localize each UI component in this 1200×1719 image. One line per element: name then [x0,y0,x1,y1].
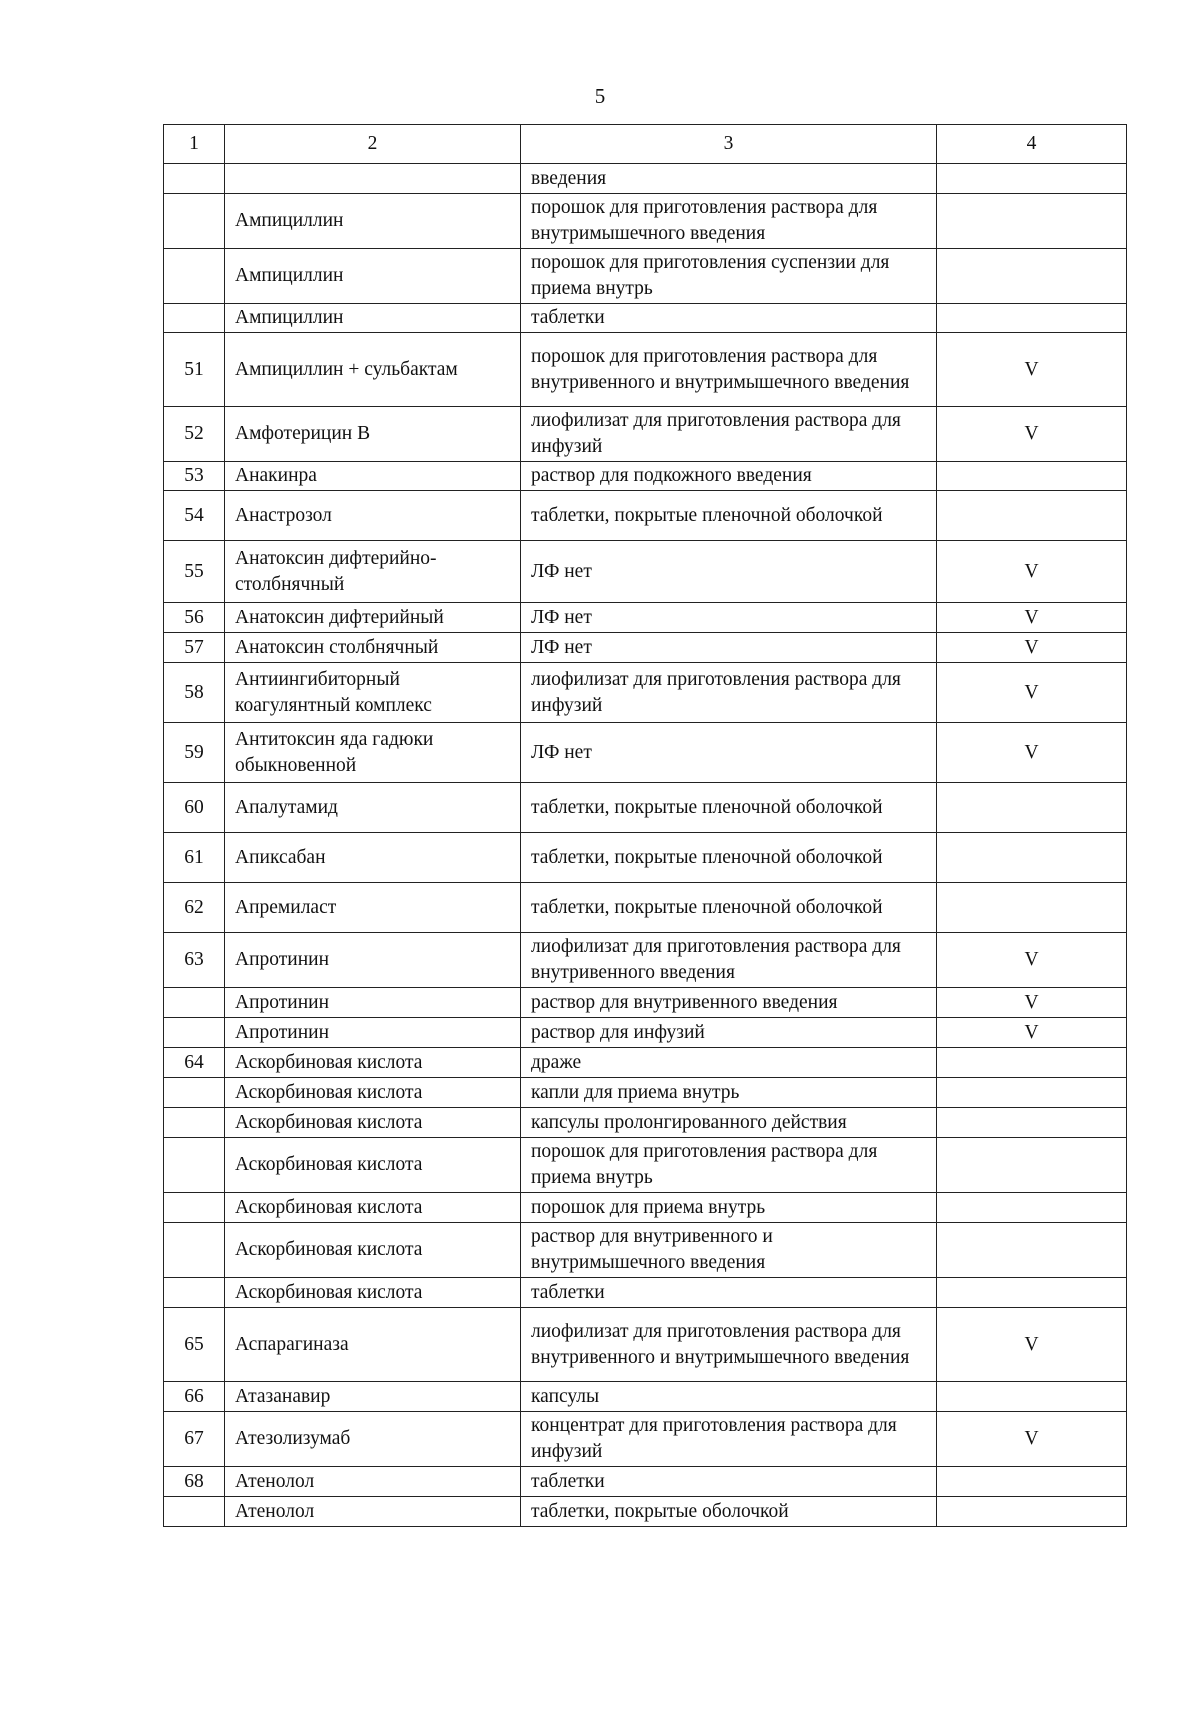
table-row [164,1048,1127,1078]
dosage-form-cell: таблетки, покрытые пленочной оболочкой [521,833,937,883]
table-row [164,491,1127,541]
table-row [164,833,1127,883]
row-number-cell: 52 [164,407,225,462]
dosage-form-cell: таблетки [521,304,937,333]
row-number-cell [164,304,225,333]
mark-cell [937,1078,1127,1108]
row-number-cell: 64 [164,1048,225,1078]
mark-cell: V [937,633,1127,663]
drug-name-cell: Ампициллин [225,249,521,304]
dosage-form-cell: капли для приема внутрь [521,1078,937,1108]
table-row [164,1193,1127,1223]
row-number-cell [164,164,225,194]
drug-name-cell: Апалутамид [225,783,521,833]
drug-name-cell: Апротинин [225,988,521,1018]
row-number-cell: 51 [164,333,225,407]
row-number-cell [164,1278,225,1308]
row-number-cell [164,1193,225,1223]
dosage-form-cell: порошок для приготовления раствора для приема внутрь [521,1138,937,1193]
mark-cell [937,1278,1127,1308]
mark-cell: V [937,1412,1127,1467]
drug-name-cell: Анакинра [225,462,521,491]
dosage-form-cell: порошок для приготовления суспензии для приема внутрь [521,249,937,304]
table-row [164,1382,1127,1412]
dosage-form-cell: раствор для инфузий [521,1018,937,1048]
drug-name-cell: Апротинин [225,933,521,988]
drug-name-cell: Аскорбиновая кислота [225,1048,521,1078]
mark-cell: V [937,663,1127,723]
table-row [164,1497,1127,1527]
table-row [164,988,1127,1018]
dosage-form-cell: таблетки [521,1467,937,1497]
mark-cell [937,883,1127,933]
row-number-cell [164,1108,225,1138]
drug-name-cell: Анатоксин дифтерийный [225,603,521,633]
table-row [164,249,1127,304]
row-number-cell [164,1223,225,1278]
row-number-cell: 60 [164,783,225,833]
row-number-cell: 61 [164,833,225,883]
drug-name-cell: Апиксабан [225,833,521,883]
mark-cell [937,1193,1127,1223]
dosage-form-cell: введения [521,164,937,194]
dosage-form-cell: капсулы пролонгированного действия [521,1108,937,1138]
header-cell-2: 2 [225,125,521,164]
row-number-cell: 56 [164,603,225,633]
dosage-form-cell: лиофилизат для приготовления раствора для внутривенного и внутримышечного введения [521,1308,937,1382]
table-row [164,1078,1127,1108]
dosage-form-cell: порошок для приготовления раствора для внутримышечного введения [521,194,937,249]
mark-cell [937,783,1127,833]
mark-cell: V [937,988,1127,1018]
table-row [164,1138,1127,1193]
dosage-form-cell: лиофилизат для приготовления раствора для инфузий [521,663,937,723]
table-row [164,663,1127,723]
row-number-cell [164,194,225,249]
header-cell-3: 3 [521,125,937,164]
row-number-cell: 68 [164,1467,225,1497]
dosage-form-cell: драже [521,1048,937,1078]
row-number-cell [164,249,225,304]
drug-name-cell: Аскорбиновая кислота [225,1138,521,1193]
row-number-cell: 58 [164,663,225,723]
dosage-form-cell: таблетки, покрытые пленочной оболочкой [521,883,937,933]
drug-name-cell: Антиингибиторный коагулянтный комплекс [225,663,521,723]
table-row [164,164,1127,194]
row-number-cell [164,1497,225,1527]
table-row [164,407,1127,462]
dosage-form-cell: ЛФ нет [521,603,937,633]
mark-cell [937,833,1127,883]
dosage-form-cell: ЛФ нет [521,723,937,783]
row-number-cell: 57 [164,633,225,663]
mark-cell [937,1108,1127,1138]
row-number-cell: 67 [164,1412,225,1467]
table-row [164,1467,1127,1497]
table-row [164,462,1127,491]
table-row [164,883,1127,933]
drug-name-cell: Ампициллин + сульбактам [225,333,521,407]
table-row [164,633,1127,663]
row-number-cell: 55 [164,541,225,603]
drug-name-cell: Аскорбиновая кислота [225,1223,521,1278]
dosage-form-cell: лиофилизат для приготовления раствора для внутривенного введения [521,933,937,988]
row-number-cell: 65 [164,1308,225,1382]
dosage-form-cell: порошок для приема внутрь [521,1193,937,1223]
row-number-cell: 59 [164,723,225,783]
row-number-cell: 54 [164,491,225,541]
mark-cell [937,1497,1127,1527]
dosage-form-cell: таблетки, покрытые оболочкой [521,1497,937,1527]
mark-cell: V [937,723,1127,783]
row-number-cell [164,988,225,1018]
drug-name-cell: Антитоксин яда гадюки обыкновенной [225,723,521,783]
table-row [164,1223,1127,1278]
dosage-form-cell: концентрат для приготовления раствора для инфузий [521,1412,937,1467]
dosage-form-cell: ЛФ нет [521,541,937,603]
table-row [164,723,1127,783]
table-row [164,1108,1127,1138]
mark-cell: V [937,541,1127,603]
drug-name-cell: Аскорбиновая кислота [225,1108,521,1138]
drug-name-cell: Апротинин [225,1018,521,1048]
row-number-cell: 66 [164,1382,225,1412]
table-row [164,783,1127,833]
table-row [164,1018,1127,1048]
drug-name-cell: Аспарагиназа [225,1308,521,1382]
table-row [164,1308,1127,1382]
mark-cell [937,1138,1127,1193]
dosage-form-cell: таблетки, покрытые пленочной оболочкой [521,783,937,833]
page-number: 5 [594,84,606,108]
mark-cell: V [937,333,1127,407]
row-number-cell: 62 [164,883,225,933]
mark-cell: V [937,407,1127,462]
drug-name-cell: Апремиласт [225,883,521,933]
mark-cell [937,1382,1127,1412]
drug-name-cell: Анастрозол [225,491,521,541]
drug-name-cell: Атенолол [225,1467,521,1497]
mark-cell [937,1223,1127,1278]
table-row [164,194,1127,249]
table-header-row [164,125,1127,164]
dosage-form-cell: порошок для приготовления раствора для внутривенного и внутримышечного введения [521,333,937,407]
dosage-form-cell: таблетки, покрытые пленочной оболочкой [521,491,937,541]
drug-name-cell: Атазанавир [225,1382,521,1412]
drug-name-cell: Аскорбиновая кислота [225,1193,521,1223]
row-number-cell: 53 [164,462,225,491]
mark-cell: V [937,1308,1127,1382]
mark-cell [937,1048,1127,1078]
mark-cell [937,462,1127,491]
drug-name-cell: Аскорбиновая кислота [225,1278,521,1308]
table-row [164,1278,1127,1308]
mark-cell [937,249,1127,304]
mark-cell [937,194,1127,249]
table-row [164,933,1127,988]
drug-name-cell: Ампициллин [225,304,521,333]
dosage-form-cell: лиофилизат для приготовления раствора для инфузий [521,407,937,462]
drug-name-cell: Амфотерицин В [225,407,521,462]
drug-table [163,124,1127,1527]
mark-cell [937,164,1127,194]
drug-name-cell: Анатоксин столбнячный [225,633,521,663]
header-cell-4: 4 [937,125,1127,164]
row-number-cell [164,1138,225,1193]
dosage-form-cell: ЛФ нет [521,633,937,663]
row-number-cell [164,1078,225,1108]
table-row [164,603,1127,633]
dosage-form-cell: таблетки [521,1278,937,1308]
dosage-form-cell: капсулы [521,1382,937,1412]
drug-name-cell: Аскорбиновая кислота [225,1078,521,1108]
mark-cell [937,491,1127,541]
mark-cell [937,304,1127,333]
drug-name-cell: Атенолол [225,1497,521,1527]
row-number-cell: 63 [164,933,225,988]
mark-cell: V [937,603,1127,633]
row-number-cell [164,1018,225,1048]
drug-name-cell: Ампициллин [225,194,521,249]
header-cell-1: 1 [164,125,225,164]
table-row [164,333,1127,407]
dosage-form-cell: раствор для подкожного введения [521,462,937,491]
table-row [164,304,1127,333]
table-row [164,1412,1127,1467]
mark-cell [937,1467,1127,1497]
drug-name-cell [225,164,521,194]
drug-name-cell: Атезолизумаб [225,1412,521,1467]
dosage-form-cell: раствор для внутривенного введения [521,988,937,1018]
dosage-form-cell: раствор для внутривенного и внутримышечного введения [521,1223,937,1278]
table-row [164,541,1127,603]
mark-cell: V [937,933,1127,988]
drug-name-cell: Анатоксин дифтерийно-столбнячный [225,541,521,603]
mark-cell: V [937,1018,1127,1048]
